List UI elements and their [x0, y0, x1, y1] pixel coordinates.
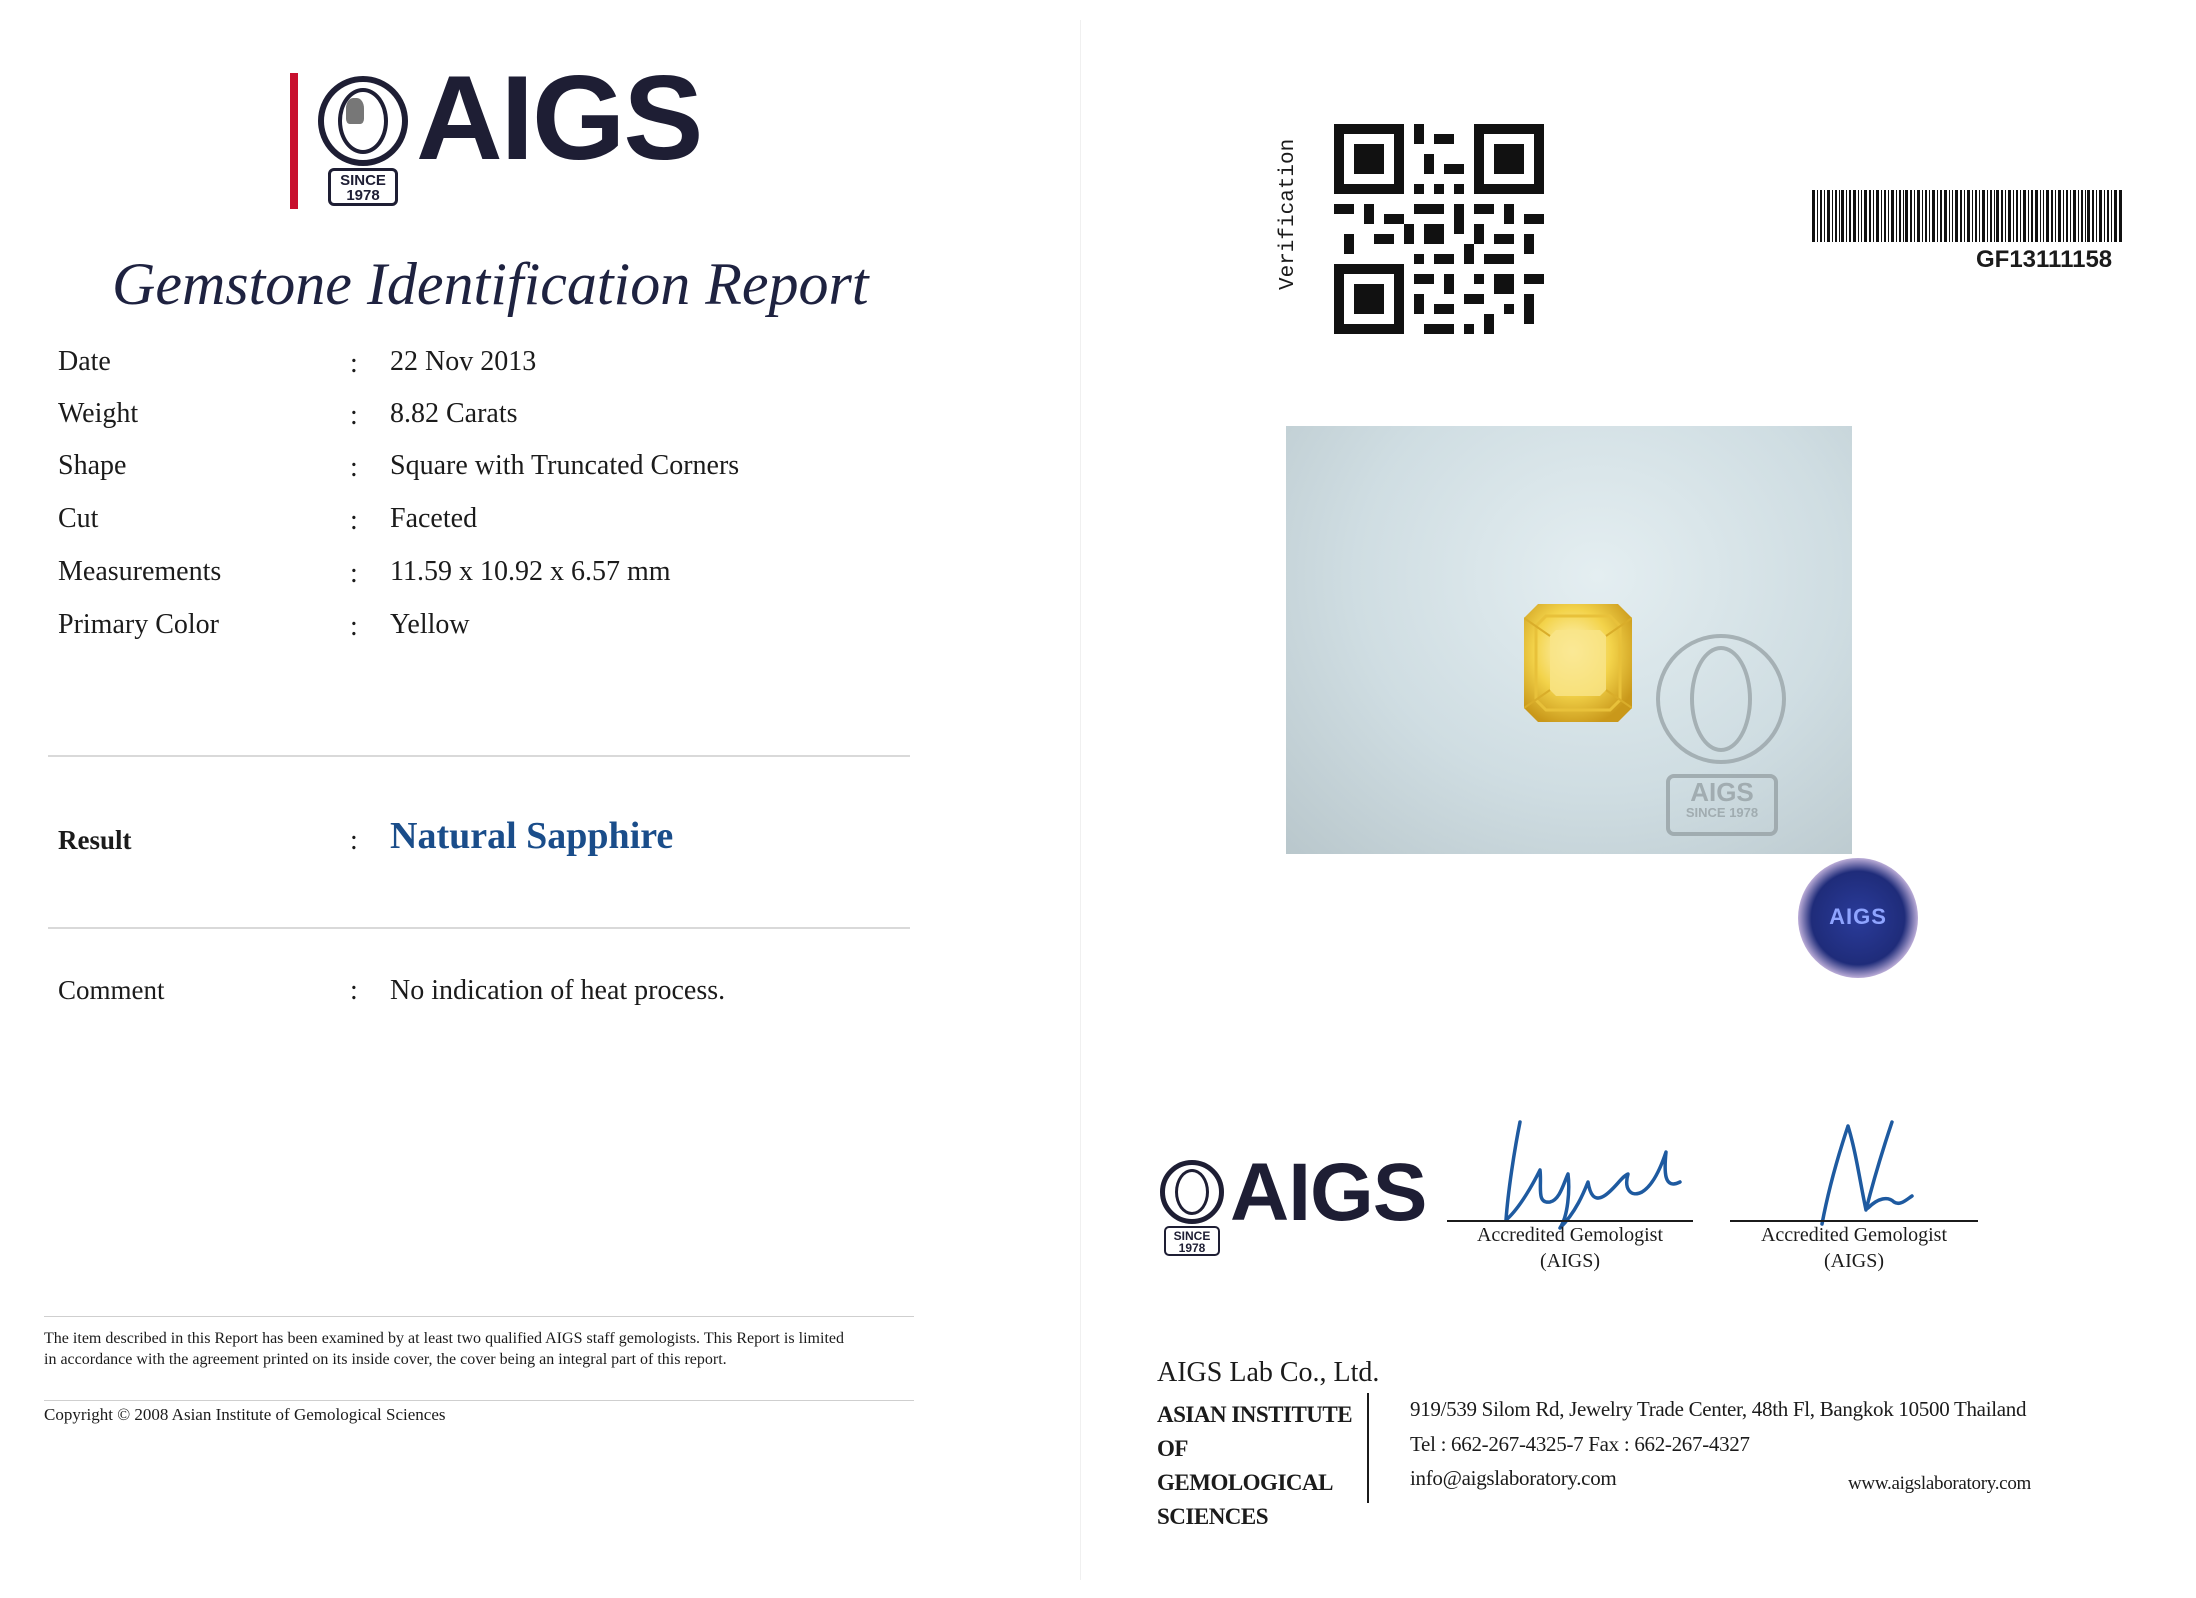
- aigs-medallion-icon: [1160, 1160, 1224, 1224]
- result-label: Result: [58, 825, 132, 855]
- company-name: AIGS Lab Co., Ltd.: [1157, 1357, 1380, 1388]
- field-separator: :: [350, 975, 358, 1006]
- vertical-divider: [1367, 1393, 1369, 1503]
- watermark-medallion-icon: [1656, 634, 1786, 764]
- divider: [44, 1400, 914, 1401]
- field-separator: :: [350, 558, 358, 589]
- logo-red-bar: [290, 73, 298, 209]
- comment-value: No indication of heat process.: [390, 975, 726, 1006]
- gemologist-signature-1: [1490, 1112, 1690, 1232]
- company-website[interactable]: www.aigslaboratory.com: [1848, 1473, 2031, 1494]
- institute-name: ASIAN INSTITUTE OF GEMOLOGICAL SCIENCES: [1157, 1402, 1353, 1529]
- field-value-shape: Square with Truncated Corners: [390, 450, 740, 481]
- signature-title-2: Accredited Gemologist: [1760, 1224, 1948, 1246]
- field-label-shape: Shape: [58, 450, 127, 481]
- field-separator: :: [350, 611, 358, 642]
- page-fold: [1080, 20, 1081, 1580]
- barcode-icon: [1812, 190, 2122, 242]
- company-phone: Tel : 662-267-4325-7 Fax : 662-267-4327: [1410, 1432, 1750, 1456]
- field-separator: :: [350, 452, 358, 483]
- field-value-date: 22 Nov 2013: [390, 346, 537, 377]
- signature-title-1: Accredited Gemologist: [1476, 1224, 1664, 1246]
- company-email[interactable]: info@aigslaboratory.com: [1410, 1466, 1617, 1490]
- field-label-measurements: Measurements: [58, 556, 222, 587]
- comment-label: Comment: [58, 975, 165, 1005]
- signature-org-1: (AIGS): [1540, 1250, 1600, 1272]
- hologram-seal-icon: AIGS: [1798, 858, 1918, 978]
- aigs-medallion-icon: [318, 76, 408, 166]
- report-number: GF13111158: [1976, 246, 2113, 273]
- field-separator: :: [350, 400, 358, 431]
- verification-label: Verification: [1277, 138, 1300, 290]
- copyright-text: Copyright © 2008 Asian Institute of Gemological Sciences: [44, 1405, 446, 1424]
- field-value-measurements: 11.59 x 10.92 x 6.57 mm: [390, 556, 671, 587]
- company-address: 919/539 Silom Rd, Jewelry Trade Center, 48th Fl, Bangkok 10500 Thailand: [1410, 1397, 2027, 1421]
- yellow-sapphire-gem-icon: [1524, 604, 1632, 722]
- field-separator: :: [350, 505, 358, 536]
- report-title: Gemstone Identification Report: [112, 251, 869, 317]
- field-label-primary-color: Primary Color: [58, 609, 219, 640]
- aigs-wordmark: AIGS: [416, 51, 702, 185]
- field-label-date: Date: [58, 346, 111, 377]
- gemologist-signature-2: [1808, 1112, 1918, 1232]
- divider: [44, 1316, 914, 1317]
- qr-code-icon[interactable]: [1334, 124, 1544, 334]
- photo-watermark: AIGS SINCE 1978: [1666, 774, 1778, 836]
- field-label-cut: Cut: [58, 503, 99, 534]
- disclaimer-text: The item described in this Report has been examined by at least two qualified AIGS staff gemologists. This Report is limited in accordance with the agreement printed on its inside cover, the cover being an integral part of this report.: [44, 1330, 844, 1368]
- field-value-weight: 8.82 Carats: [390, 398, 518, 429]
- field-separator: :: [350, 348, 358, 379]
- field-value-cut: Faceted: [390, 503, 478, 534]
- logo-since-badge: SINCE 1978: [328, 168, 398, 206]
- aigs-wordmark: AIGS: [1230, 1147, 1427, 1238]
- divider: [48, 927, 910, 929]
- divider: [48, 755, 910, 757]
- signature-org-2: (AIGS): [1824, 1250, 1884, 1272]
- field-value-primary-color: Yellow: [390, 609, 470, 640]
- gemstone-photo: [1286, 426, 1852, 854]
- field-label-weight: Weight: [58, 398, 139, 429]
- field-separator: :: [350, 825, 358, 856]
- result-value: Natural Sapphire: [390, 815, 674, 857]
- logo-since-badge: SINCE 1978: [1164, 1226, 1220, 1256]
